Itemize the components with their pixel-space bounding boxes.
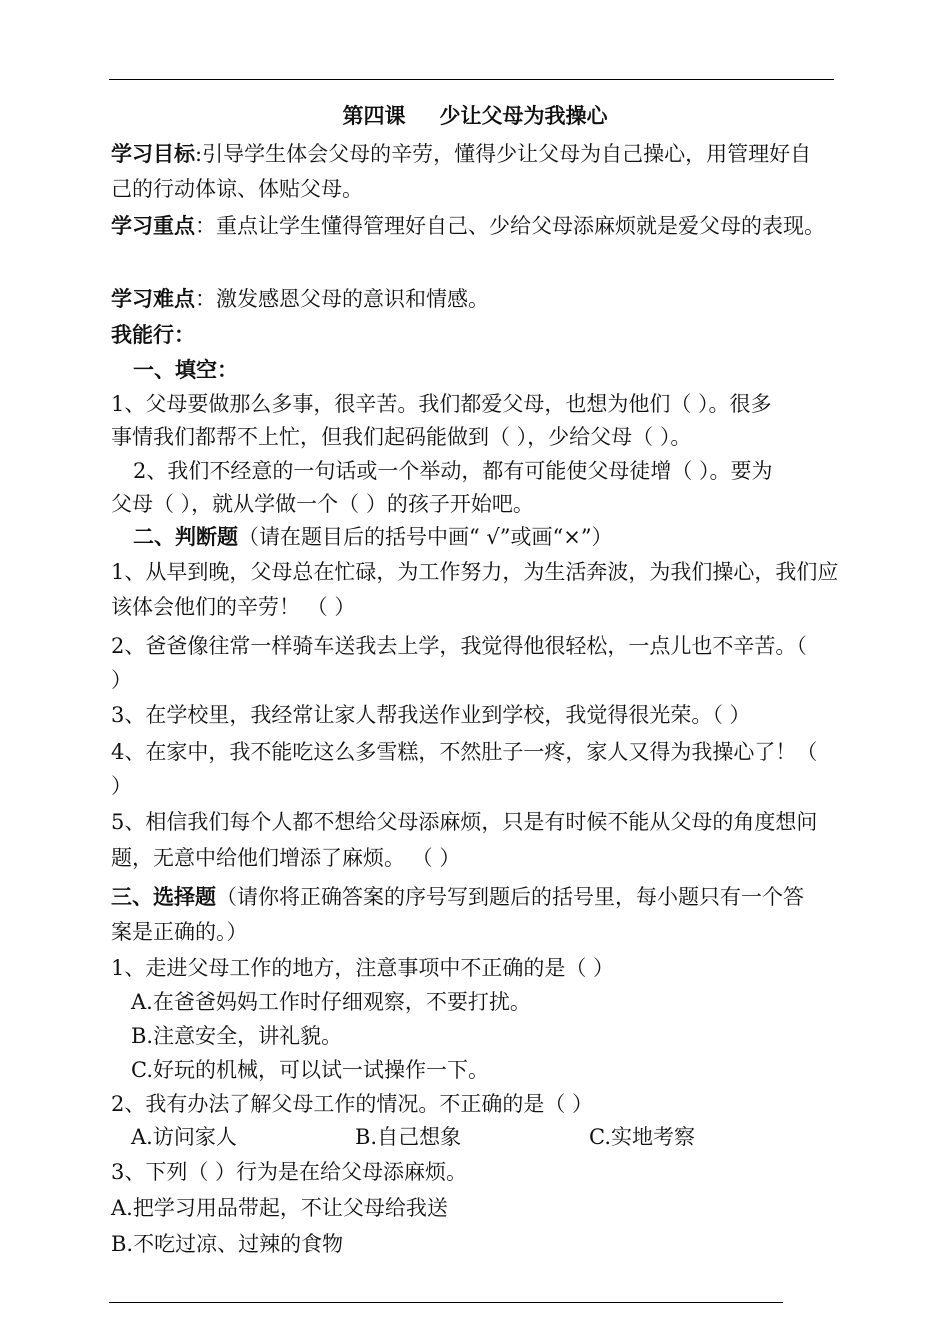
judge-q2-line-2: ） xyxy=(111,668,132,692)
judge-q5-line-1: 5、相信我们每个人都不想给父母添麻烦，只是有时候不能从父母的角度想问 xyxy=(111,810,818,834)
choice-q1-option-a: A.在爸爸妈妈工作时仔细观察，不要打扰。 xyxy=(131,990,531,1014)
objective-line-1 xyxy=(111,139,811,169)
judge-q4-line-1: 4、在家中，我不能吃这么多雪糕，不然肚子一疼，家人又得为我操心了！（ xyxy=(111,740,818,764)
fill-q2-line-2: 父母（ ），就从学做一个（ ）的孩子开始吧。 xyxy=(111,492,534,516)
choice-q3-option-a: A.把学习用品带起，不让父母给我送 xyxy=(111,1196,448,1220)
choice-q1: 1、走进父母工作的地方，注意事项中不正确的是（ ） xyxy=(111,956,615,980)
difficulty-line xyxy=(111,284,489,314)
objective-label: 学习目标 xyxy=(111,141,195,166)
lesson-number: 第四课 xyxy=(342,103,406,128)
choice-q1-option-c: C.好玩的机械，可以试一试操作一下。 xyxy=(131,1058,489,1082)
keypoint-line xyxy=(111,211,825,241)
ican-heading xyxy=(111,320,195,350)
choice-q2-option-a: A.访问家人 xyxy=(131,1125,237,1149)
judge-instruction: （请在题目后的括号中画“ √”或画“×”） xyxy=(238,525,613,549)
difficulty-label: 学习难点 xyxy=(111,286,195,311)
judge-heading xyxy=(133,522,613,552)
keypoint-text: ：重点让学生懂得管理好自己、少给父母添麻烦就是爱父母的表现。 xyxy=(195,214,825,238)
fill-q1-line-2: 事情我们都帮不上忙，但我们起码能做到（ ），少给父母（ ）。 xyxy=(111,425,692,449)
ican-colon: ： xyxy=(174,322,195,347)
choice-q3-option-b: B.不吃过凉、过辣的食物 xyxy=(111,1232,344,1256)
judge-q3: 3、在学校里，我经常让家人帮我送作业到学校，我觉得很光荣。（ ） xyxy=(111,703,751,727)
judge-q4-line-2: ） xyxy=(111,774,132,798)
header-rule xyxy=(109,79,834,80)
footer-rule xyxy=(109,1302,783,1303)
choice-q3: 3、下列（ ）行为是在给父母添麻烦。 xyxy=(111,1160,468,1184)
lesson-name: 少让父母为我操心 xyxy=(439,103,608,128)
judge-q5-line-2: 题，无意中给他们增添了麻烦。 （ ） xyxy=(111,846,461,870)
judge-q1-line-1: 1、从早到晚，父母总在忙碌，为工作努力，为生活奔波，为我们操心，我们应 xyxy=(111,560,839,584)
choice-instruction-line-2: 案是正确的。） xyxy=(111,920,248,944)
ican-label: 我能行 xyxy=(111,322,174,347)
judge-q1-line-2: 该体会他们的辛劳！ （ ） xyxy=(111,595,356,619)
choice-heading-label: 三、选择题 xyxy=(111,884,216,909)
fill-q2-line-1: 2、我们不经意的一句话或一个举动，都有可能使父母徒增（ ）。要为 xyxy=(133,459,773,483)
lesson-title xyxy=(0,101,950,131)
objective-line-2: 己的行动体谅、体贴父母。 xyxy=(111,177,363,201)
choice-heading xyxy=(111,882,804,912)
keypoint-label: 学习重点 xyxy=(111,213,195,238)
choice-q1-option-b: B.注意安全，讲礼貌。 xyxy=(131,1024,343,1048)
judge-heading-label: 二、判断题 xyxy=(133,524,238,549)
objective-text: :引导学生体会父母的辛劳，懂得少让父母为自己操心，用管理好自 xyxy=(195,142,812,166)
choice-q2: 2、我有办法了解父母工作的情况。不正确的是（ ） xyxy=(111,1092,594,1116)
judge-q2-line-1: 2、爸爸像往常一样骑车送我去上学，我觉得他很轻松，一点儿也不辛苦。（ xyxy=(111,634,807,658)
choice-q2-option-b: B.自己想象 xyxy=(355,1125,462,1149)
fill-blank-heading: 一、填空： xyxy=(133,357,238,382)
difficulty-text: ：激发感恩父母的意识和情感。 xyxy=(195,287,489,311)
choice-instruction: （请你将正确答案的序号写到题后的括号里，每小题只有一个答 xyxy=(216,885,804,909)
fill-q1-line-1: 1、父母要做那么多事，很辛苦。我们都爱父母，也想为他们（ ）。很多 xyxy=(111,392,772,416)
choice-q2-option-c: C.实地考察 xyxy=(589,1125,695,1149)
